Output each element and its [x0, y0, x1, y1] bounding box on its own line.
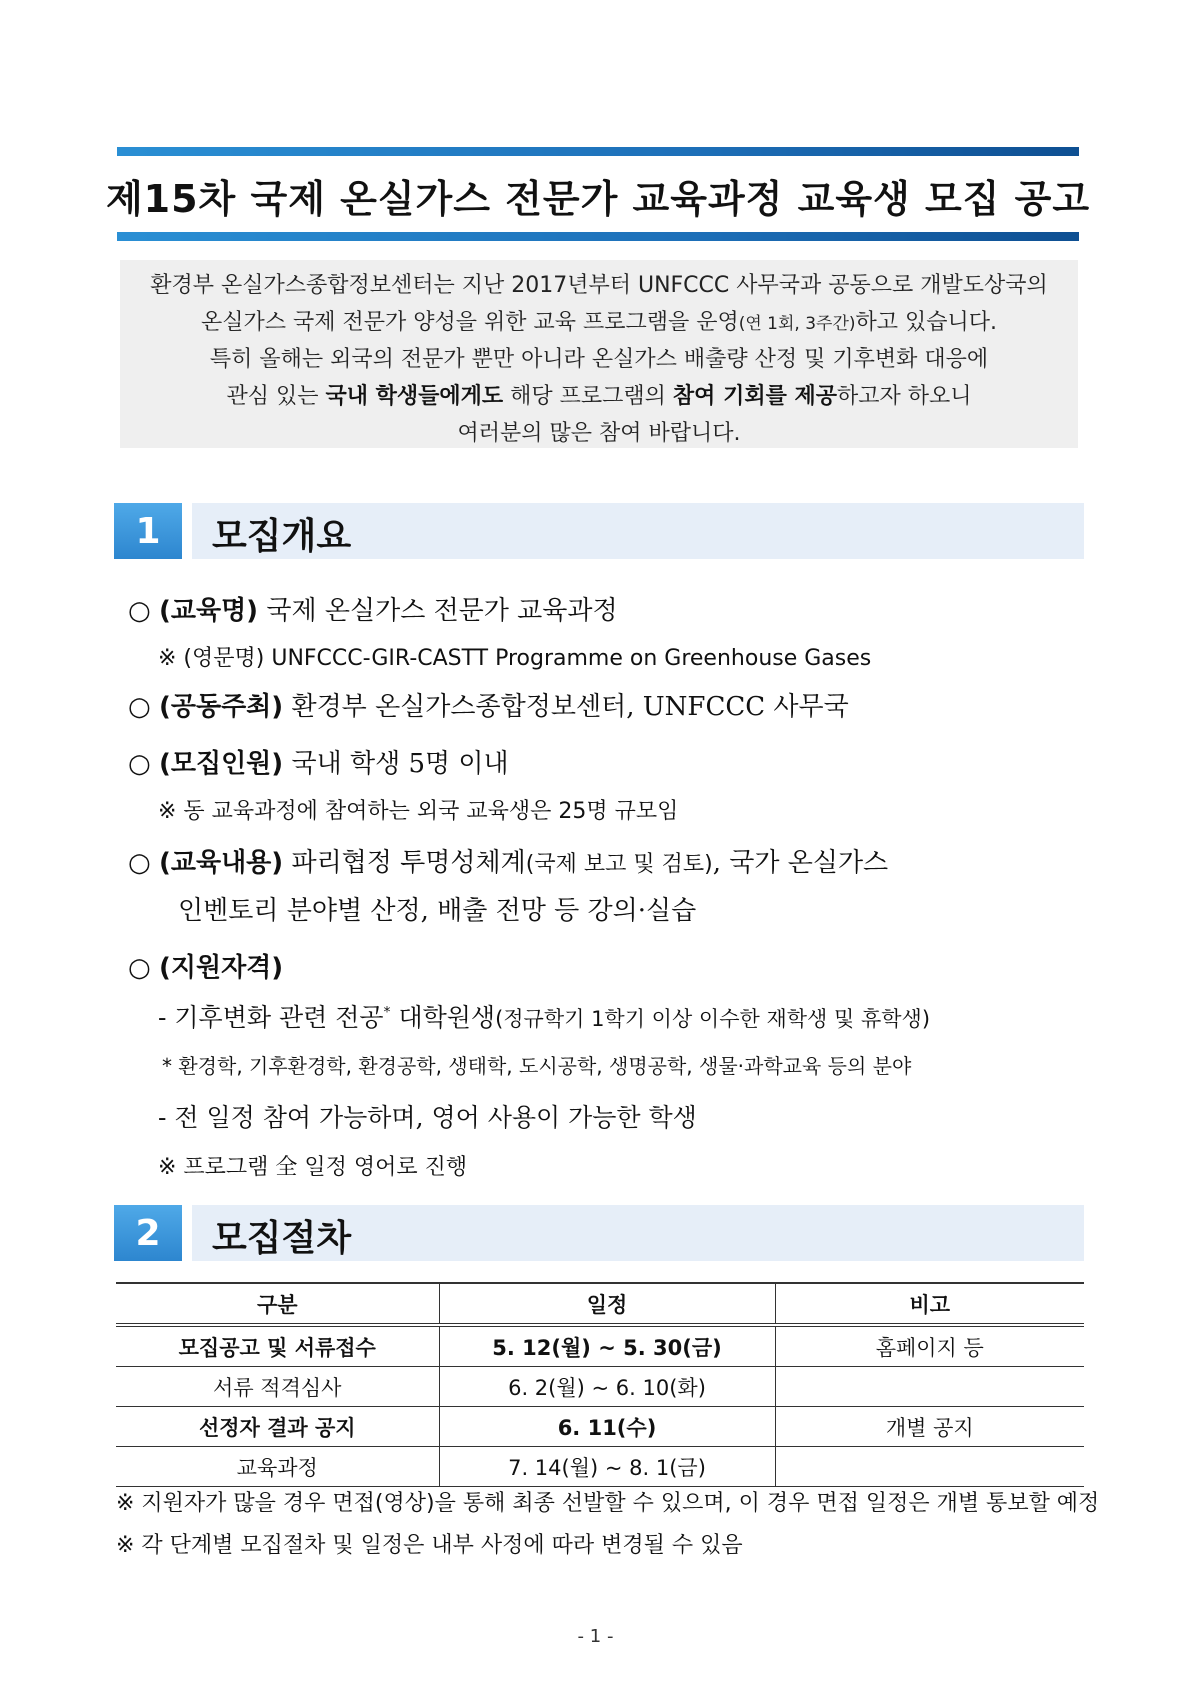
- intro-line-4: 관심 있는 국내 학생들에게도 해당 프로그램의 참여 기회를 제공하고자 하오니: [226, 384, 972, 409]
- item-quota-note: ※ 동 교육과정에 참여하는 외국 교육생은 25명 규모임: [158, 799, 679, 824]
- intro-box: [120, 260, 1078, 448]
- table-row: [116, 1407, 1084, 1447]
- title-top-bar: [117, 147, 1079, 156]
- title-bottom-bar: [117, 232, 1079, 241]
- section-1-number: 1: [114, 503, 182, 559]
- eligibility-1: - 기후변화 관련 전공* 대학원생(정규학기 1학기 이상 이수한 재학생 및 휴학생): [158, 1003, 931, 1032]
- cell-remarks: 개별 공지: [775, 1407, 1084, 1447]
- eligibility-2: - 전 일정 참여 가능하며, 영어 사용이 가능한 학생: [158, 1103, 697, 1132]
- item-course: ○ (교육명) 국제 온실가스 전문가 교육과정: [128, 596, 618, 626]
- table-row: [116, 1325, 1084, 1367]
- schedule-table: [116, 1282, 1084, 1487]
- table-row: [116, 1447, 1084, 1487]
- intro-line-5: 여러분의 많은 참여 바랍니다.: [457, 421, 741, 446]
- table-row: [116, 1367, 1084, 1407]
- cell-schedule: 7. 14(월) ~ 8. 1(금): [439, 1447, 775, 1487]
- procedure-note-1: ※ 지원자가 많을 경우 면접(영상)을 통해 최종 선발할 수 있으며, 이 경우 면접 일정은 개별 통보할 예정: [116, 1491, 1100, 1516]
- section-2-title: 모집절차: [212, 1218, 352, 1259]
- intro-line-3: 특히 올해는 외국의 전문가 뿐만 아니라 온실가스 배출량 산정 및 기후변화 대응에: [209, 347, 989, 372]
- item-eligibility: ○ (지원자격): [128, 953, 284, 983]
- item-host: ○ (공동주최) 환경부 온실가스종합정보센터, UNFCCC 사무국: [128, 692, 849, 722]
- eligibility-1-note: * 환경학, 기후환경학, 환경공학, 생태학, 도시공학, 생명공학, 생물·과학교육 등의 분야: [162, 1054, 912, 1078]
- procedure-note-2: ※ 각 단계별 모집절차 및 일정은 내부 사정에 따라 변경될 수 있음: [116, 1533, 743, 1558]
- cell-remarks: 홈페이지 등: [775, 1325, 1084, 1367]
- header-category: 구분: [116, 1283, 439, 1325]
- item-quota: ○ (모집인원) 국내 학생 5명 이내: [128, 749, 509, 779]
- cell-remarks: [775, 1447, 1084, 1487]
- intro-line-2: 온실가스 국제 전문가 양성을 위한 교육 프로그램을 운영(연 1회, 3주간)하고 있습니다.: [200, 310, 998, 335]
- section-2-number: 2: [114, 1205, 182, 1261]
- eligibility-2-note: ※ 프로그램 全 일정 영어로 진행: [158, 1155, 468, 1180]
- section-1-title: 모집개요: [212, 516, 352, 557]
- item-content: ○ (교육내용) 파리협정 투명성체계(국제 보고 및 검토), 국가 온실가스: [128, 848, 889, 878]
- cell-category: 서류 적격심사: [116, 1367, 439, 1407]
- intro-line-1: 환경부 온실가스종합정보센터는 지난 2017년부터 UNFCCC 사무국과 공동으로 개발도상국의: [150, 273, 1048, 298]
- cell-remarks: [775, 1367, 1084, 1407]
- cell-schedule: 6. 11(수): [439, 1407, 775, 1447]
- header-remarks: 비고: [775, 1283, 1084, 1325]
- cell-category: 선정자 결과 공지: [116, 1407, 439, 1447]
- page-number: - 1 -: [577, 1626, 614, 1647]
- document-title: 제15차 국제 온실가스 전문가 교육과정 교육생 모집 공고: [105, 176, 1091, 221]
- cell-category: 모집공고 및 서류접수: [116, 1325, 439, 1367]
- header-schedule: 일정: [439, 1283, 775, 1325]
- item-content-line2: 인벤토리 분야별 산정, 배출 전망 등 강의·실습: [178, 896, 697, 926]
- cell-category: 교육과정: [116, 1447, 439, 1487]
- cell-schedule: 6. 2(월) ~ 6. 10(화): [439, 1367, 775, 1407]
- item-course-note: ※ (영문명) UNFCCC-GIR-CASTT Programme on Greenhouse Gases: [158, 646, 872, 671]
- table-header-row: [116, 1283, 1084, 1325]
- cell-schedule: 5. 12(월) ~ 5. 30(금): [439, 1325, 775, 1367]
